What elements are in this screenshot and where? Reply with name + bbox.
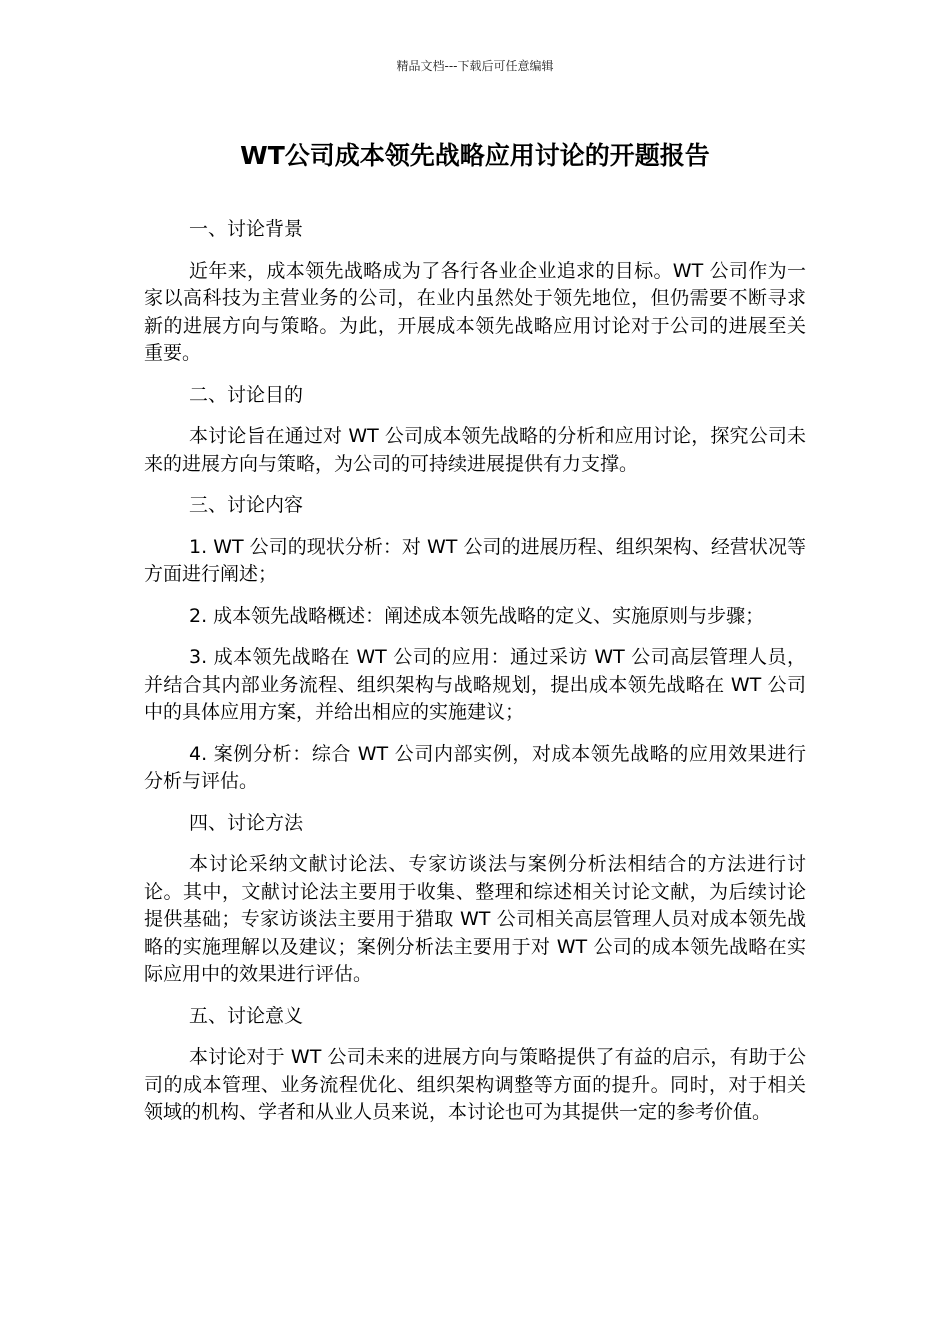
section-heading-significance: 五、讨论意义 [189, 1004, 304, 1027]
content-item-4: 4. 案例分析：综合 WT 公司内部实例，对成本领先战略的应用效果进行分析与评估。 [144, 742, 806, 792]
content-item-2: 2. 成本领先战略概述：阐述成本领先战略的定义、实施原则与步骤； [189, 604, 765, 627]
section-heading-purpose: 二、讨论目的 [189, 383, 304, 406]
section-heading-content: 三、讨论内容 [189, 494, 304, 516]
content-item-1: 1. WT 公司的现状分析：对 WT 公司的进展历程、组织架构、经营状况等方面进行阐述； [144, 535, 806, 585]
section-heading-method: 四、讨论方法 [189, 811, 304, 834]
document-body [144, 216, 806, 1141]
section-heading-background: 一、讨论背景 [189, 218, 304, 240]
paragraph-background: 近年来，成本领先战略成为了各行各业企业追求的目标。WT 公司作为一家以高科技为主营业务的公司，在业内虽然处于领先地位，但仍需要不断寻求新的进展方向与策略。为此，开展成本领先战略应用讨论对于公司的进展至关重要。 [144, 259, 806, 364]
document-title: WT公司成本领先战略应用讨论的开题报告 [240, 141, 710, 170]
paragraph-significance: 本讨论对于 WT 公司未来的进展方向与策略提供了有益的启示，有助于公司的成本管理、业务流程优化、组织架构调整等方面的提升。同时，对于相关领域的机构、学者和从业人员来说，本讨论也可为其提供一定的参考价值。 [144, 1046, 806, 1123]
page-header: 精品文档---下载后可任意编辑 [396, 59, 554, 73]
paragraph-purpose: 本讨论旨在通过对 WT 公司成本领先战略的分析和应用讨论，探究公司未来的进展方向与策略，为公司的可持续进展提供有力支撑。 [144, 425, 806, 475]
content-item-3: 3. 成本领先战略在 WT 公司的应用：通过采访 WT 公司高层管理人员，并结合其内部业务流程、组织架构与战略规划，提出成本领先战略在 WT 公司中的具体应用方案，并给出相应的实施建议； [144, 646, 806, 723]
paragraph-method: 本讨论采纳文献讨论法、专家访谈法与案例分析法相结合的方法进行讨论。其中，文献讨论法主要用于收集、整理和综述相关讨论文献，为后续讨论提供基础；专家访谈法主要用于猎取 WT 公司相关高层管理人员对成本领先战略的实施理解以及建议；案例分析法主要用于对 WT 公司的成本领先战略在实际应用中的效果进行评估。 [144, 853, 806, 985]
